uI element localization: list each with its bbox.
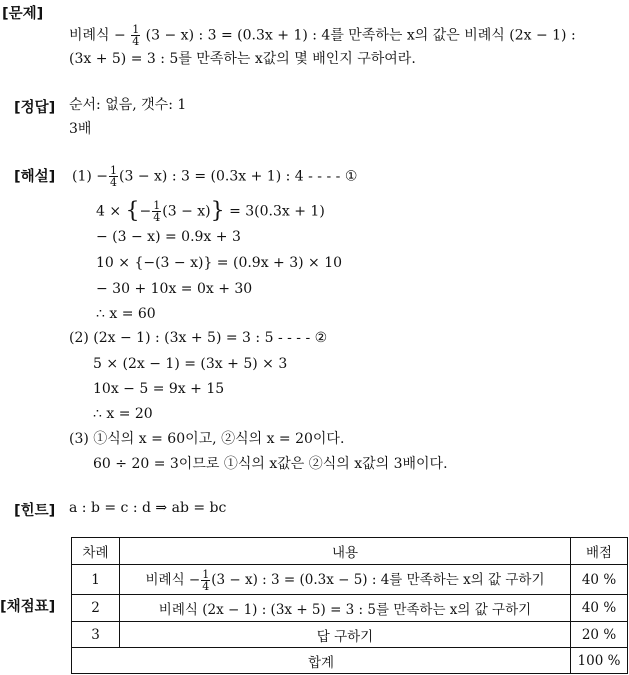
hint-text: a : b = c : d ⇒ ab = bc: [69, 500, 227, 516]
row-points: 40 %: [571, 595, 628, 622]
solution-step-11: (3) ①식의 x = 60이고, ②식의 x = 20이다.: [69, 431, 345, 447]
fraction: $\frac{1}{4}$: [202, 567, 210, 593]
row-content: 답 구하기: [120, 622, 571, 648]
problem-label: [문제]: [2, 6, 44, 22]
answer-label: [정답]: [14, 100, 56, 116]
solution-step-12: 60 ÷ 20 = 3이므로 ①식의 x값은 ②식의 x값의 3배이다.: [93, 456, 448, 472]
header-no: 차례: [72, 538, 120, 565]
solution-step-4: 10 × {−(3 − x)} = (0.9x + 3) × 10: [96, 255, 343, 271]
solution-step-2: 4 × {− $\frac{1}{4}$ (3 − x)} = 3(0.3x + 1): [96, 198, 325, 224]
problem-line-1: [69, 24, 576, 47]
row-content: 비례식 − $\frac{1}{4}$ (3 − x) : 3 = (0.3x − 5) : 4를 만족하는 x의 값 구하기: [120, 565, 571, 595]
solution-step-3: − (3 − x) = 0.9x + 3: [96, 229, 241, 245]
fraction: $\frac{1}{4}$: [110, 164, 118, 189]
row-points: 20 %: [571, 622, 628, 648]
solution-step-8: 5 × (2x − 1) = (3x + 5) × 3: [93, 356, 288, 372]
answer-line-1: 순서: 없음, 갯수: 1: [69, 97, 187, 113]
fraction: $\frac{1}{4}$: [153, 199, 161, 224]
solution-label: [해설]: [14, 169, 56, 185]
solution-step-1: (1) − $\frac{1}{4}$ (3 − x) : 3 = (0.3x + 1) : 4 - - - - ①: [72, 164, 358, 189]
problem-text: 비례식 −: [69, 27, 126, 44]
rubric-table: [71, 537, 628, 674]
row-points: 40 %: [571, 565, 628, 595]
row-no: 1: [72, 565, 120, 595]
solution-step-6: ∴ x = 60: [96, 306, 156, 322]
table-row: [72, 622, 628, 648]
header-points: 배점: [571, 538, 628, 565]
table-header-row: [72, 538, 628, 565]
fraction: $\frac{1}{4}$: [132, 23, 140, 48]
row-no: 2: [72, 595, 120, 622]
solution-step-7: (2) (2x − 1) : (3x + 5) = 3 : 5 - - - - ②: [69, 330, 328, 346]
answer-line-2: 3배: [69, 121, 92, 137]
hint-label: [힌트]: [14, 503, 56, 519]
row-no: 3: [72, 622, 120, 648]
header-content: 내용: [120, 538, 571, 565]
solution-step-9: 10x − 5 = 9x + 15: [93, 381, 225, 397]
total-label: 합계: [72, 648, 571, 674]
row-content: 비례식 (2x − 1) : (3x + 5) = 3 : 5를 만족하는 x의 값 구하기: [120, 595, 571, 622]
solution-step-5: − 30 + 10x = 0x + 30: [96, 281, 253, 297]
solution-step-10: ∴ x = 20: [93, 406, 153, 422]
problem-text: (3 − x) : 3 = (0.3x + 1) : 4를 만족하는 x의 값은 비례식 (2x − 1) :: [145, 27, 576, 44]
table-total-row: [72, 648, 628, 674]
table-row: [72, 565, 628, 595]
table-row: [72, 595, 628, 622]
problem-line-2: (3x + 5) = 3 : 5를 만족하는 x값의 몇 배인지 구하여라.: [69, 51, 416, 67]
rubric-label: [채점표]: [0, 599, 56, 615]
total-points: 100 %: [571, 648, 628, 674]
